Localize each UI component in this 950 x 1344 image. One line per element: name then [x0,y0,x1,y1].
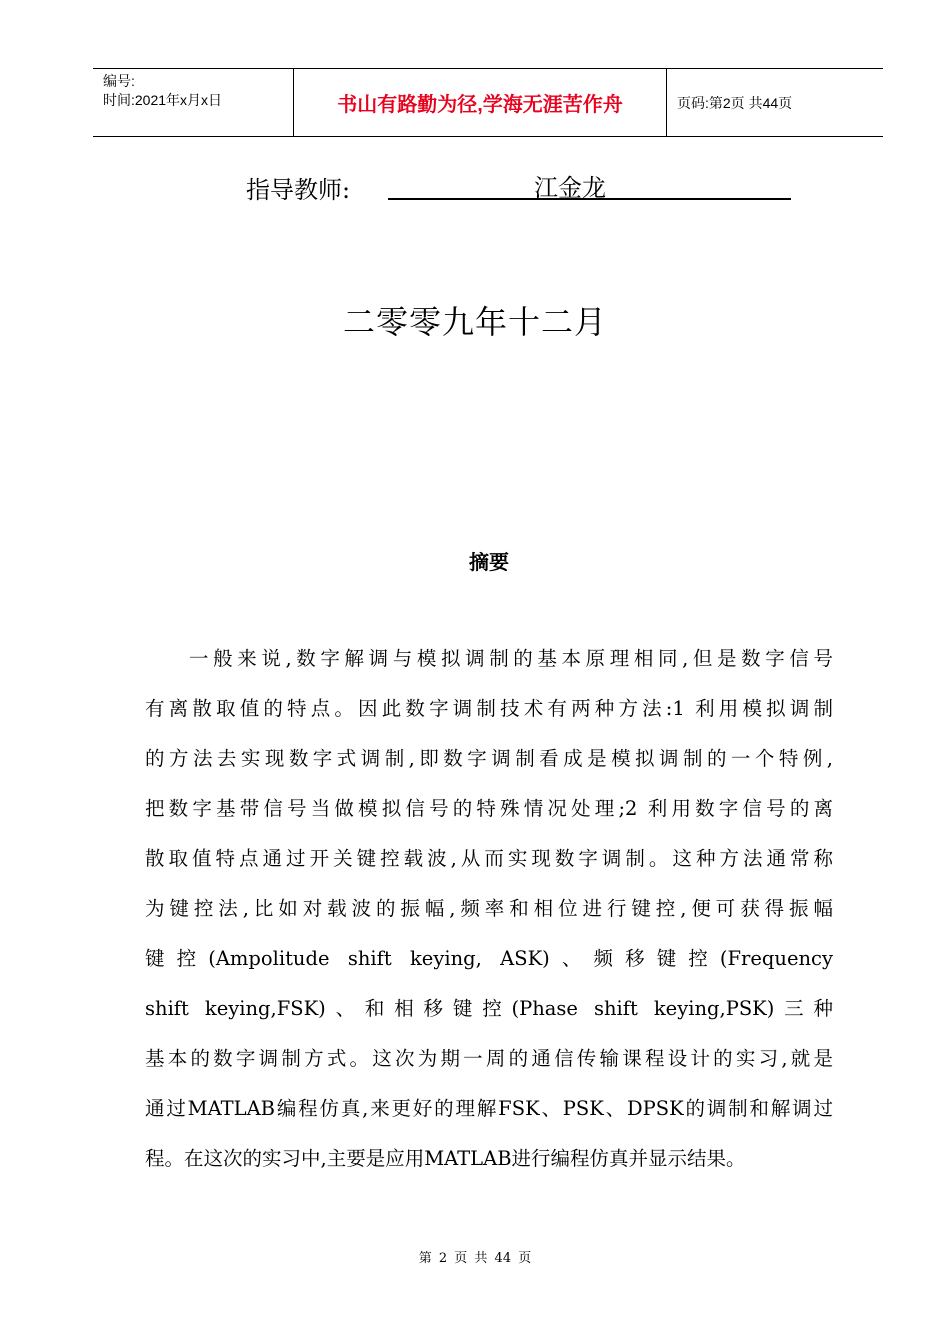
abstract-line: 程。在这次的实习中,主要是应用MATLAB进行编程仿真并显示结果。 [145,1147,746,1170]
page-footer: 第 2 页 共 44 页 [418,1251,532,1266]
abstract-title: 摘要 [469,550,509,574]
advisor-row [246,166,791,206]
document-number-label: 编号: [103,73,135,89]
document-header [93,68,883,137]
abstract-line: shift keying,FSK)、和相移键控(Phase shift keying,PSK)三种 [145,997,833,1020]
header-meta-cell [93,69,294,136]
abstract-body [145,640,833,1190]
abstract-line: 通过MATLAB编程仿真,来更好的理解FSK、PSK、DPSK的调制和解调过 [145,1097,833,1120]
abstract-line: 一般来说,数字解调与模拟调制的基本原理相同,但是数字信号 [189,647,833,670]
abstract-line: 基本的数字调制方式。这次为期一周的通信传输课程设计的实习,就是 [145,1047,833,1070]
abstract-line: 的方法去实现数字式调制,即数字调制看成是模拟调制的一个特例, [145,747,833,770]
cover-date: 二零零九年十二月 [342,303,607,341]
abstract-line: 有离散取值的特点。因此数字调制技术有两种方法:1 利用模拟调制 [145,697,833,720]
advisor-label: 指导教师: [246,176,351,204]
header-page-info: 页码:第2页 共44页 [677,94,793,111]
abstract-line: 把数字基带信号当做模拟信号的特殊情况处理;2 利用数字信号的离 [145,797,833,820]
document-time-label: 时间:2021年x月x日 [103,92,223,108]
abstract-line: 散取值特点通过开关键控载波,从而实现数字调制。这种方法通常称 [145,847,833,870]
header-motto-cell [294,69,667,136]
header-motto: 书山有路勤为径,学海无涯苦作舟 [337,94,623,116]
advisor-name: 江金龙 [534,174,606,202]
abstract-line: 为键控法,比如对载波的振幅,频率和相位进行键控,便可获得振幅 [145,897,833,920]
abstract-line: 键控(Ampolitude shift keying, ASK)、频移键控(Frequency [145,947,833,970]
